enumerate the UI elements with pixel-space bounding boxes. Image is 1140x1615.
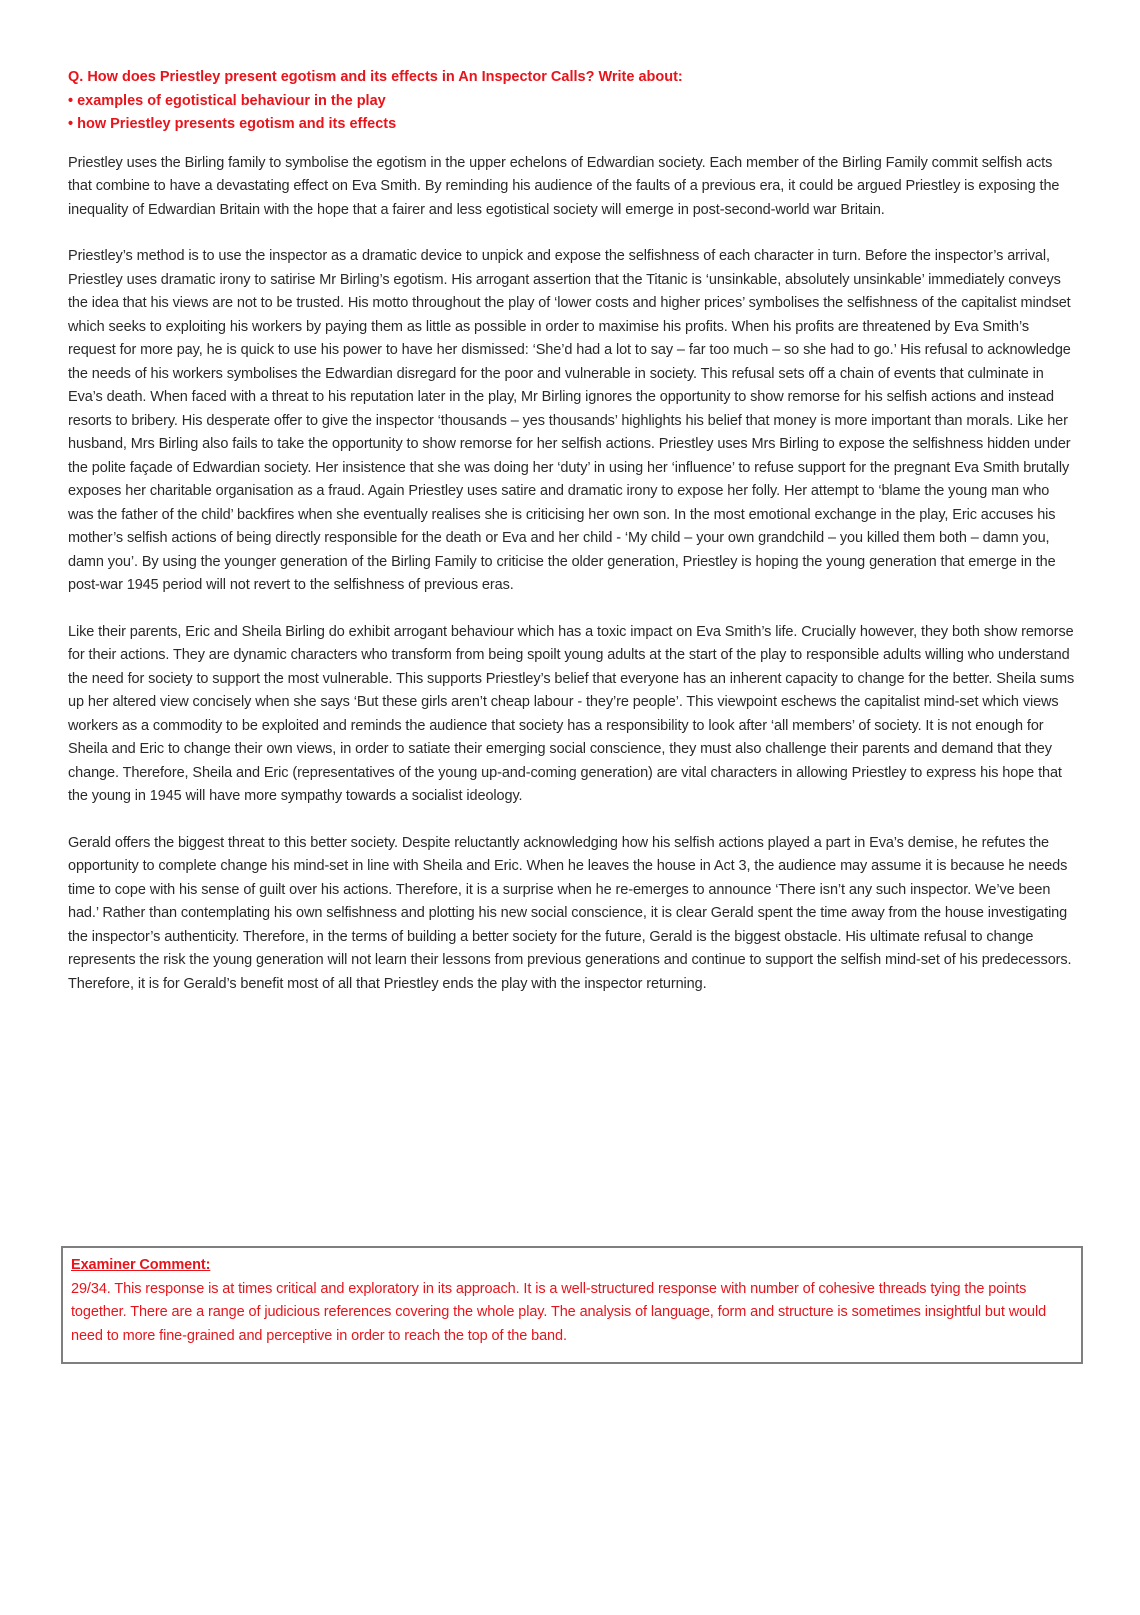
question-bullet-examples: • examples of egotistical behaviour in the play — [68, 92, 386, 109]
essay-paragraph-gerald: Gerald offers the biggest threat to this better society. Despite reluctantly acknowledging how his selfish actions played a part in Eva’s demise, he refutes the opportunity to complete change his mind-set in line with Sheila and Eric. When he leaves the house in Act 3, the audience may assume it is because he needs time to cope with his sense of guilt over his actions. Therefore, it is a surprise when he re-emerges to announce ‘There isn’t any such inspector. We’ve been had.’ Rather than contemplating his own selfishness and plotting his new social conscience, it is clear Gerald spent the time away from the house investigating the inspector’s authenticity. Therefore, in the terms of building a better society for the future, Gerald is the biggest obstacle. His ultimate refusal to change represents the risk the young generation will not learn their lessons from previous generations and continue to support the selfish mind-set of his predecessors. Therefore, it is for Gerald’s benefit most of all that Priestley ends the play with the inspector returning. — [68, 834, 1072, 992]
essay-page — [68, 66, 1078, 1019]
essay-paragraph-eric-sheila: Like their parents, Eric and Sheila Birling do exhibit arrogant behaviour which has a toxic impact on Eva Smith’s life. Crucially however, they both show remorse for their actions. They are dynamic characters who transform from being spoilt young adults at the start of the play to responsible adults willing who understand the need for society to support the most vulnerable. This supports Priestley’s belief that everyone has an inherent capacity to change for the better. Sheila sums up her altered view concisely when she says ‘But these girls aren’t cheap labour - they’re people’. This viewpoint eschews the capitalist mind-set which views workers as a commodity to be exploited and reminds the audience that society has a responsibility to look after ‘all members’ of society. It is not enough for Sheila and Eric to change their own views, in order to satiate their emerging social conscience, they must also challenge their parents and demand that they change. Therefore, Sheila and Eric (representatives of the young up-and-coming generation) are vital characters in allowing Priestley to express his hope that the young in 1945 will have more sympathy towards a socialist ideology. — [68, 623, 1075, 804]
question-block — [68, 66, 1078, 137]
question-bullet-presentation: • how Priestley presents egotism and its effects — [68, 116, 397, 132]
question-title: Q. How does Priestley present egotism and its effects in An Inspector Calls? Write about: — [68, 69, 683, 85]
examiner-comment-heading: Examiner Comment: — [71, 1257, 211, 1273]
examiner-comment-text: 29/34. This response is at times critical and exploratory in its approach. It is a well-structured response with number of cohesive threads tying the points together. There are a range of judicious references covering the whole play. The analysis of language, form and structure is sometimes insightful but would need to more fine-grained and perceptive in order to reach the top of the band. — [71, 1280, 1047, 1344]
essay-paragraph-mr-mrs-birling: Priestley’s method is to use the inspector as a dramatic device to unpick and expose the selfishness of each character in turn. Before the inspector’s arrival, Priestley uses dramatic irony to satirise Mr Birling’s egotism. His arrogant assertion that the Titanic is ‘unsinkable, absolutely unsinkable’ immediately conveys the idea that his views are not to be trusted. His motto throughout the play of ‘lower costs and higher prices’ symbolises the selfishness of the capitalist mindset which seeks to exploiting his workers by paying them as little as possible in order to maximise his profits. When his profits are threatened by Eva Smith’s request for more pay, he is quick to use his power to have her dismissed: ‘She’d had a lot to say – far too much – so she had to go.’ His refusal to acknowledge the needs of his workers symbolises the Edwardian disregard for the poor and vulnerable in society. This refusal sets off a chain of events that culminate in Eva’s death. When faced with a threat to his reputation later in the play, Mr Birling ignores the opportunity to show remorse for his selfish actions and instead resorts to bribery. His desperate offer to give the inspector ‘thousands – yes thousands’ highlights his belief that money is more important than morals. Like her husband, Mrs Birling also fails to take the opportunity to show remorse for her selfish actions. Priestley uses Mrs Birling to expose the selfishness hidden under the polite façade of Edwardian society. Her insistence that she was doing her ‘duty’ in using her ‘influence’ to refuse support for the pregnant Eva Smith brutally exposes her charitable organisation as a fraud. Again Priestley uses satire and dramatic irony to expose her folly. Her attempt to ‘blame the young man who was the father of the child’ backfires when she eventually realises she is criticising her own son. In the most emotional exchange in the play, Eric accuses his mother’s selfish actions of being directly responsible for the death or Eva and her child - ‘My child – your own grandchild – you killed them both – damn you, damn you’. By using the younger generation of the Birling Family to criticise the older generation, Priestley is hoping the young generation that emerge in the post-war 1945 period will not revert to the selfishness of previous eras. — [68, 248, 1071, 593]
examiner-comment-box — [61, 1246, 1083, 1364]
essay-paragraph-intro: Priestley uses the Birling family to symbolise the egotism in the upper echelons of Edwardian society. Each member of the Birling Family commit selfish acts that combine to have a devastating effect on Eva Smith. By reminding his audience of the faults of a previous era, it could be argued Priestley is exposing the inequality of Edwardian Britain with the hope that a fairer and less egotistical society will emerge in post-second-world war Britain. — [68, 154, 1060, 218]
